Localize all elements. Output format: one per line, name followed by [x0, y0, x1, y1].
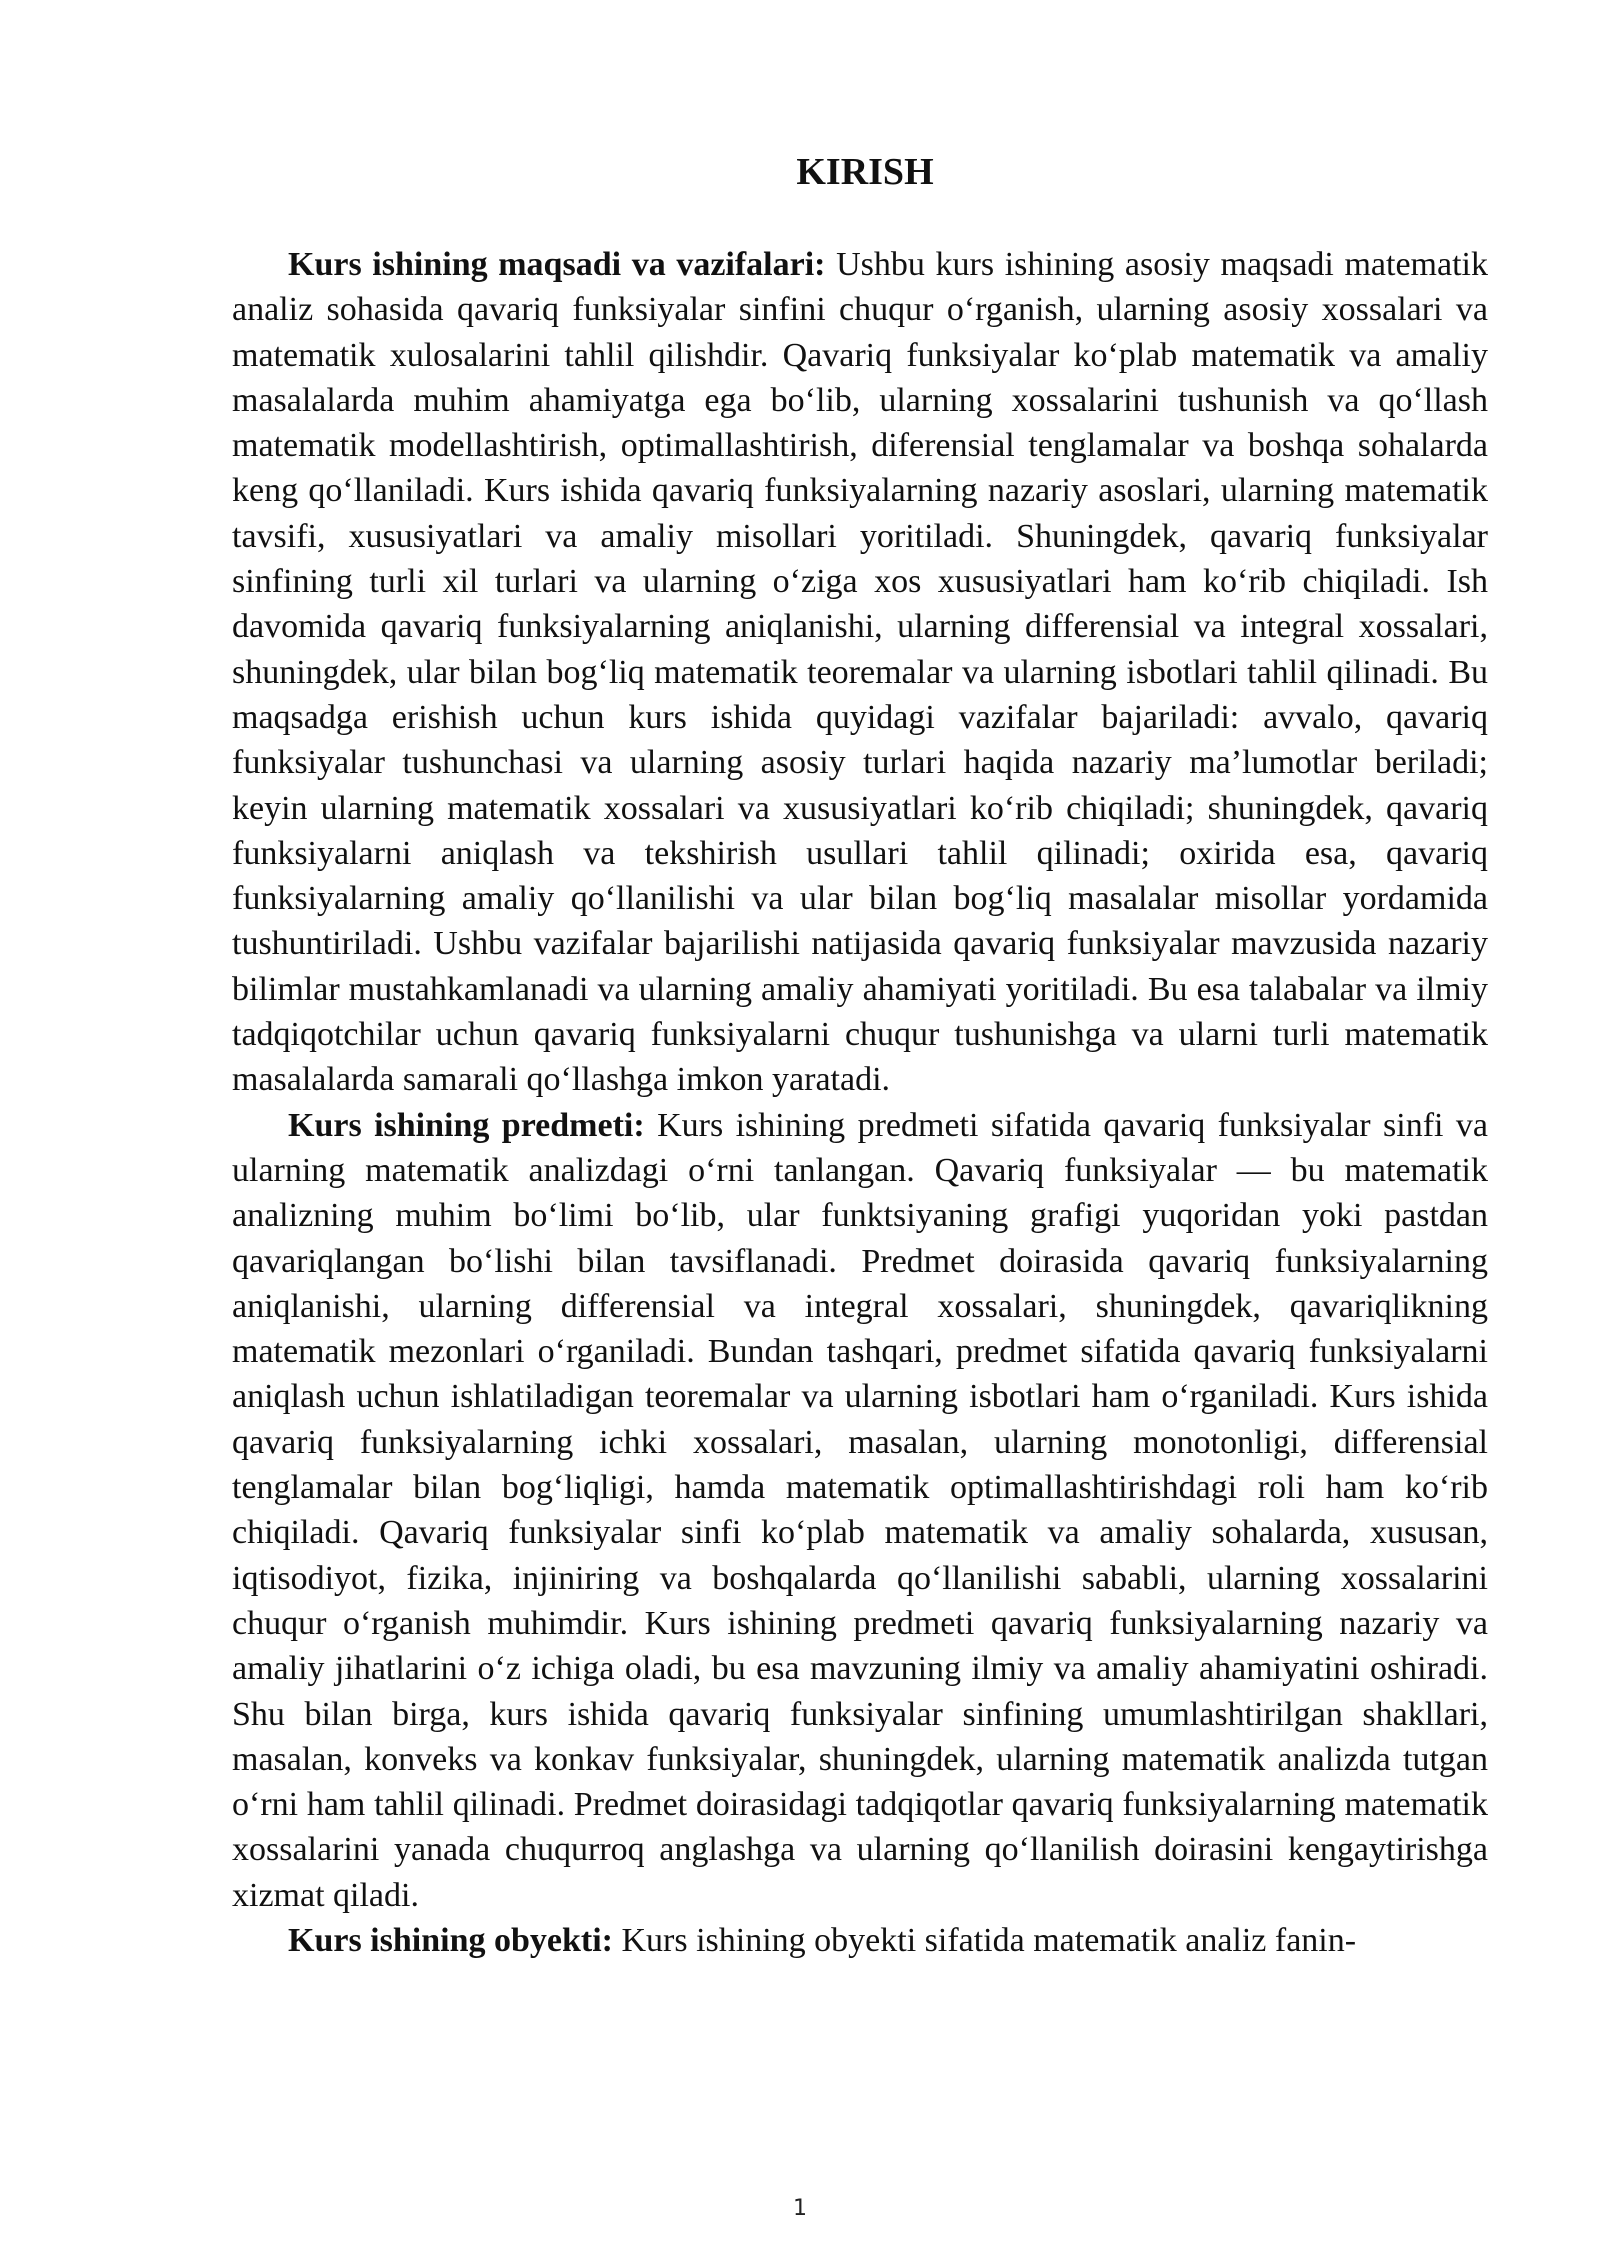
paragraph-lead: Kurs ishining predmeti: — [288, 1106, 645, 1144]
paragraph-text: Kurs ishining predmeti sifatida qavariq funksiyalar sinfi va ularning matematik analizdagi o‘rni tanlangan. Qavariq funksiyalar — bu matematik analizning muhim bo‘limi bo‘lib, ular funktsiyaning grafigi yuqoridan yoki pastdan qavariqlangan bo‘lishi bilan tavsiflanadi. Predmet doirasida qavariq funksiyalarning aniqlanishi, ularning differensial va integral xossalari, shuningdek, qavariqlikning matematik mezonlari o‘rganiladi. Bundan tashqari, predmet sifatida qavariq funksiyalarni aniqlash uchun ishlatiladigan teoremalar va ularning isbotlari ham o‘rganiladi. Kurs ishida qavariq funksiyalarning ichki xossalari, masalan, ularning monotonligi, differensial tenglamalar bilan bog‘liqligi, hamda matematik optimallashtirishdagi roli ham ko‘rib chiqiladi. Qavariq funksiyalar sinfi ko‘plab matematik va amaliy sohalarda, xususan, iqtisodiyot, fizika, injiniring va boshqalarda qo‘llanilishi sababli, ularning xossalarini chuqur o‘rganish muhimdir. Kurs ishining predmeti qavariq funksiyalarning nazariy va amaliy jihatlarini o‘z ichiga oladi, bu esa mavzuning ilmiy va amaliy ahamiyatini oshiradi. Shu bilan birga, kurs ishida qavariq funksiyalar sinfining umumlashtirilgan shakllari, masalan, konveks va konkav funksiyalar, shuningdek, ularning matematik analizda tutgan o‘rni ham tahlil qilinadi. Predmet doirasidagi tadqiqotlar qavariq funksiyalarning matematik xossalarini yanada chuqurroq anglashga va ularning qo‘llanilish doirasini kengaytirishga xizmat qiladi. — [232, 1106, 1488, 1914]
page-title: KIRISH — [796, 151, 934, 193]
document-body — [232, 242, 1488, 1963]
paragraph-lead: Kurs ishining maqsadi va vazifalari: — [288, 246, 826, 283]
paragraph-object — [232, 1918, 1488, 1963]
paragraph-text: Ushbu kurs ishining asosiy maqsadi matematik analiz sohasida qavariq funksiyalar sinfini chuqur o‘rganish, ularning asosiy xossalari va matematik xulosalarini tahlil qilishdir. Qavariq funksiyalar ko‘plab matematik va amaliy masalalarda muhim ahamiyatga ega bo‘lib, ularning xossalarini tushunish va qo‘llash matematik modellashtirish, optimallashtirish, diferensial tenglamalar va boshqa sohalarda keng qo‘llaniladi. Kurs ishida qavariq funksiyalarning nazariy asoslari, ularning matematik tavsifi, xususiyatlari va amaliy misollari yoritiladi. Shuningdek, qavariq funksiyalar sinfining turli xil turlari va ularning o‘ziga xos xususiyatlari ham ko‘rib chiqiladi. Ish davomida qavariq funksiyalarning aniqlanishi, ularning differensial va integral xossalari, shuningdek, ular bilan bog‘liq matematik teoremalar va ularning isbotlari tahlil qilinadi. Bu maqsadga erishish uchun kurs ishida quyidagi vazifalar bajariladi: avvalo, qavariq funksiyalar tushunchasi va ularning asosiy turlari haqida nazariy ma’lumotlar beriladi; keyin ularning matematik xossalari va xususiyatlari ko‘rib chiqiladi; shuningdek, qavariq funksiyalarni aniqlash va tekshirish usullari tahlil qilinadi; oxirida esa, qavariq funksiyalarning amaliy qo‘llanilishi va ular bilan bog‘liq masalalar misollar yordamida tushuntiriladi. Ushbu vazifalar bajarilishi natijasida qavariq funksiyalar mavzusida nazariy bilimlar mustahkamlanadi va ularning amaliy ahamiyati yoritiladi. Bu esa talabalar va ilmiy tadqiqotchilar uchun qavariq funksiyalarni chuqur tushunishga va ularni turli matematik masalalarda samarali qo‘llashga imkon yaratadi. — [232, 246, 1488, 1099]
paragraph-lead: Kurs ishining obyekti: — [288, 1921, 613, 1959]
paragraph-text: Kurs ishining obyekti sifatida matematik analiz fanin- — [612, 1921, 1357, 1959]
paragraph-subject — [232, 1103, 1488, 1918]
paragraph-aim — [232, 242, 1488, 1103]
page-number: 1 — [793, 2196, 807, 2221]
